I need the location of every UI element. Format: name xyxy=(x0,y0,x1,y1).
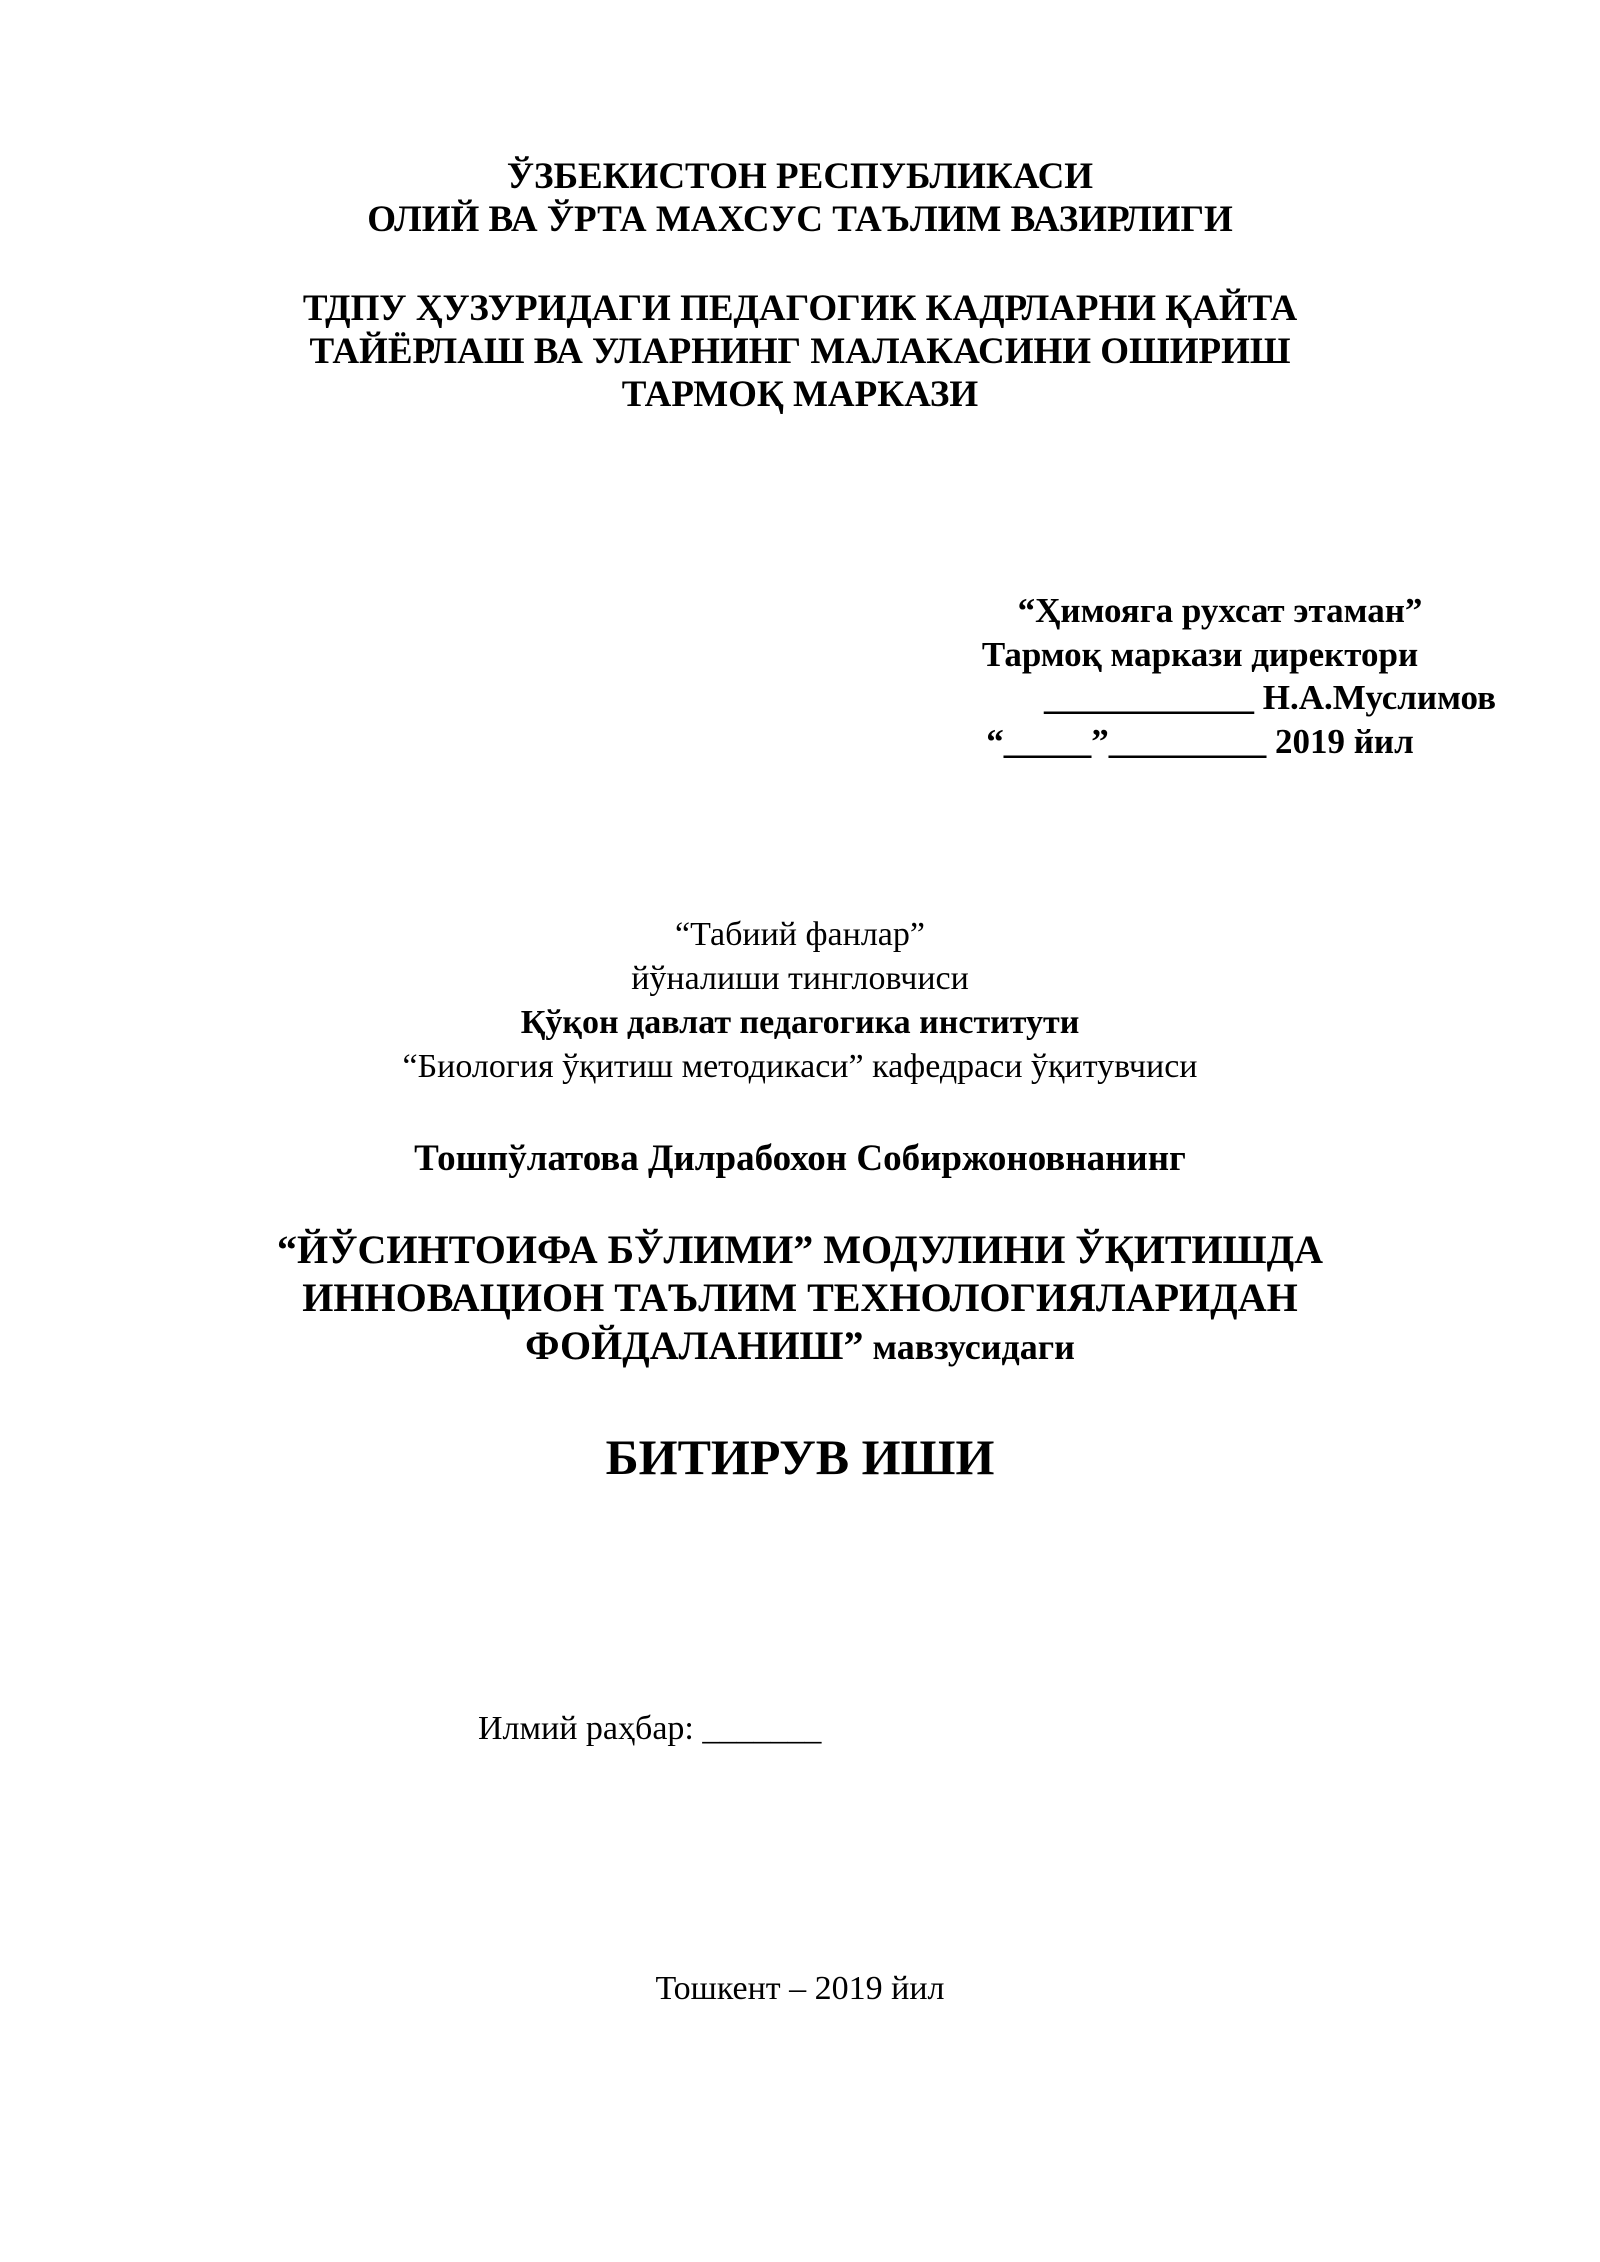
approval-date: “_____”_________ 2019 йил xyxy=(986,722,1414,761)
author-name: Тошпўлатова Дилрабохон Собиржоновнанинг xyxy=(414,1138,1186,1179)
work-type-title: БИТИРУВ ИШИ xyxy=(605,1429,995,1485)
topic-line-1: “ЙЎСИНТОИФА БЎЛИМИ” МОДУЛИНИ ЎҚИТИШДА xyxy=(277,1227,1323,1272)
topic-line-2: ИННОВАЦИОН ТАЪЛИМ ТЕХНОЛОГИЯЛАРИДАН xyxy=(302,1275,1298,1320)
listener-direction: “Табиий фанлар” xyxy=(675,916,925,953)
place-year: Тошкент – 2019 йил xyxy=(655,1970,945,2007)
approval-position: Тармоқ маркази директори xyxy=(981,635,1419,674)
center-title-line-1: ТДПУ ҲУЗУРИДАГИ ПЕДАГОГИК КАДРЛАРНИ ҚАЙТА xyxy=(302,288,1298,329)
topic-line-3 xyxy=(0,1323,1600,1368)
listener-department: “Биология ўқитиш методикаси” кафедраси ўқитувчиси xyxy=(402,1048,1198,1085)
topic-line-3-main: ФОЙДАЛАНИШ” xyxy=(525,1323,864,1368)
supervisor-line: Илмий раҳбар: _______ xyxy=(478,1710,822,1747)
listener-institute: Қўқон давлат педагогика институти xyxy=(520,1004,1080,1041)
listener-role: йўналиши тингловчиси xyxy=(631,960,969,997)
topic-line-3-suffix: мавзусидаги xyxy=(863,1327,1075,1367)
approval-signature: ____________ Н.А.Муслимов xyxy=(1044,678,1496,717)
ministry-title: ОЛИЙ ВА ЎРТА МАХСУС ТАЪЛИМ ВАЗИРЛИГИ xyxy=(367,199,1233,240)
center-title-line-3: ТАРМОҚ МАРКАЗИ xyxy=(621,374,979,415)
approval-permission: “Ҳимояга рухсат этаман” xyxy=(1017,591,1423,630)
center-title-line-2: ТАЙЁРЛАШ ВА УЛАРНИНГ МАЛАКАСИНИ ОШИРИШ xyxy=(309,331,1291,372)
republic-title: ЎЗБЕКИСТОН РЕСПУБЛИКАСИ xyxy=(506,156,1094,197)
